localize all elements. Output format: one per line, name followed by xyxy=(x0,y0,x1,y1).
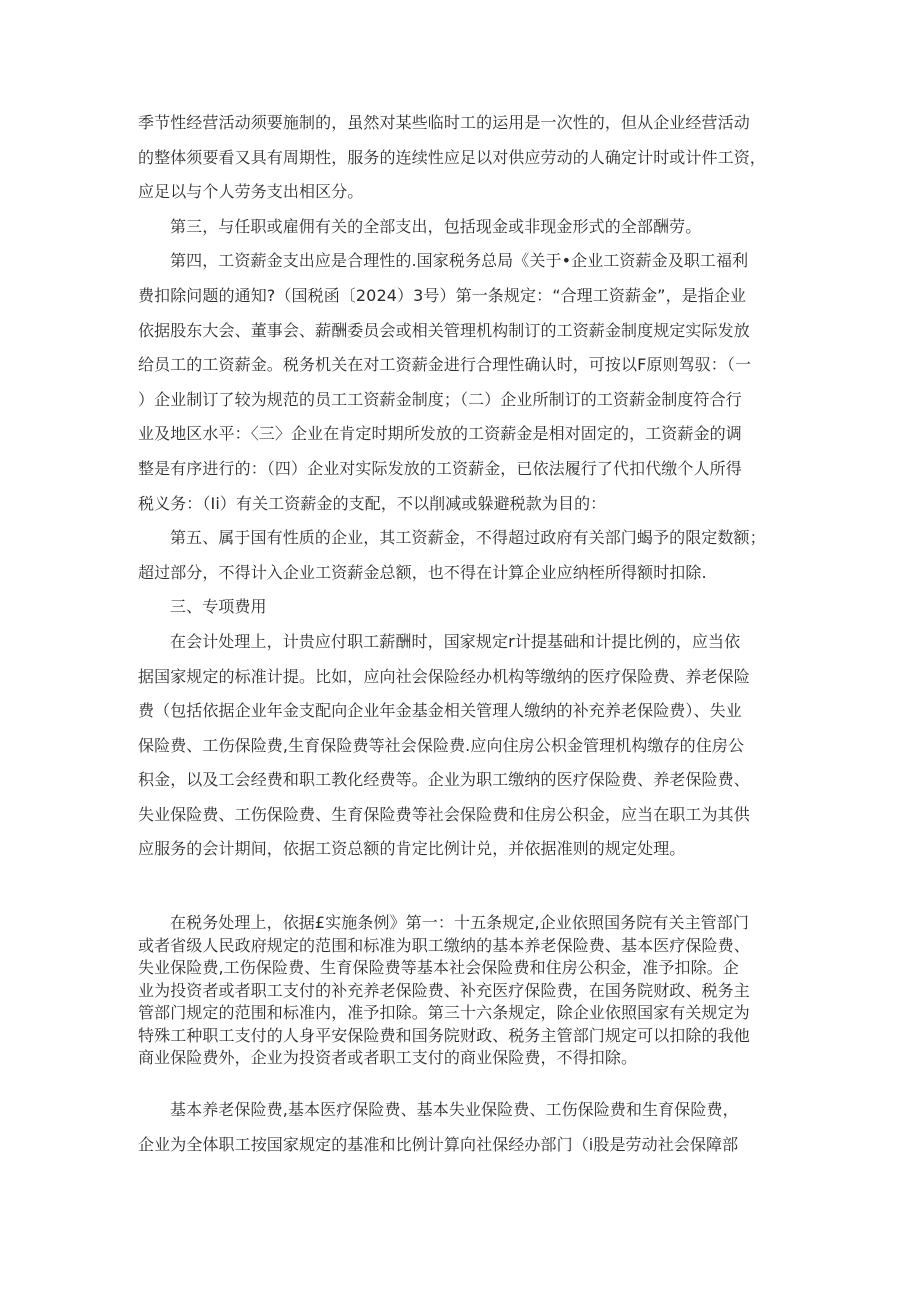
text-line: 积金，以及工会经费和职工教化经费等。企业为职工缴纳的医疗保险费、养老保险费、 xyxy=(138,770,750,790)
text-line: 特殊工种职工支付的人身平安保险费和国务院财政、税务主管部门规定可以扣除的我他 xyxy=(138,1025,750,1045)
text-line: 整是有序进行的：（四）企业对实际发放的工资薪金，已依法履行了代扣代缴个人所得 xyxy=(138,458,742,478)
text-line: 依据股东大会、董事会、薪酬委员会或相关管理机构制订的工资薪金制度规定实际发放 xyxy=(138,320,750,340)
paragraph-continuation xyxy=(138,106,786,210)
paragraph-accounting-treatment xyxy=(138,625,786,867)
text-line: 商业保险费外，企业为投资者或者职工支付的商业保险费，不得扣除。 xyxy=(138,1048,638,1067)
section-heading-special-expenses xyxy=(138,590,786,625)
text-line: 据国家规定的标准计提。比如，应向社会保险经办机构等缴纳的医疗保险费、养老保险 xyxy=(138,666,750,686)
text-line: 应服务的会计期间，依据工资总额的肯定比例计兑，并依据准则的规定处理。 xyxy=(138,839,686,859)
text-line: 基本养老保险费,基本医疗保险费、基本失业保险费、工伤保险费和生育保险费， xyxy=(170,1100,739,1119)
text-line: 保险费、工伤保险费,生育保险费等社会保险费.应向住房公枳金管理机构缴存的住房公 xyxy=(138,735,745,755)
body-text-block-3 xyxy=(138,1093,786,1162)
paragraph-basic-insurance xyxy=(138,1093,786,1162)
text-line: 在税务处理上，依据£实施条例》第一：十五条规定,企业依照国务院有关主管部门 xyxy=(170,913,749,932)
text-line: 业及地区水平：〈三〉企业在肯定时期所发放的工资薪金是相对固定的，工资薪金的调 xyxy=(138,424,742,444)
body-text-block-1 xyxy=(138,106,786,867)
text-line: 费扣除问题的通知?（国税函〔2024）3号）第一条规定：“合理工资薪金”，是指企业 xyxy=(138,285,747,305)
paragraph-fifth xyxy=(138,521,786,590)
text-line: 或者省级人民政府规定的范围和标准为职工缴纳的基本养老保险费、基本医疗保险费、 xyxy=(138,935,750,955)
text-line: 应足以与个人劳务支出相区分。 xyxy=(138,182,364,202)
text-line: 税义务：（Ii）有关工资薪金的支配，不以削减或躲避税款为目的： xyxy=(138,493,607,513)
text-line: 企业为全体职工按国家规定的基准和比例计算向社保经办部门（i股是劳动社会保障部 xyxy=(138,1134,739,1154)
paragraph-tax-treatment xyxy=(138,912,786,1070)
text-line: 失业保险费、工伤保险费、生育保险费等社会保险费和住房公积金，应当在职工为其供 xyxy=(138,804,750,824)
text-line: 管部门规定的范围和标准内，准予扣除。第三十六条规定，除企业依照国家有关规定为 xyxy=(138,1003,750,1022)
text-line: 给员工的工资薪金。税务机关在对工资薪金进行合理性确认时，可按以F原则驾驭：（一 xyxy=(138,355,752,375)
text-line: 第四，工资薪金支出应是合理性的.国家税务总局《关于•企业工资薪金及职工福利 xyxy=(170,251,749,271)
paragraph-third xyxy=(138,210,786,245)
section-heading: 三、专项费用 xyxy=(170,597,267,617)
text-line: 失业保险费,工伤保险费、生育保险费等基本社会保险费和住房公积金，准予扣除。企 xyxy=(138,958,739,977)
text-line: 在会计处理上，计贵应付职工薪酬时，国家规定r计提基础和计提比例的，应当依 xyxy=(170,631,741,651)
text-line: 第三，与任职或雇佣有关的全部支出，包括现金或非现金形式的全部酬劳。 xyxy=(170,216,702,236)
text-line: 第五、属于国有性质的企业，其工资薪金，不得超过政府有关部门蝎予的限定数额； xyxy=(170,528,766,548)
text-line: 费（包括依据企业年金支配向企业年金基金相关管理人缴纳的补充养老保险费）、失业 xyxy=(138,701,742,721)
text-line: 的整体须要看又具有周期性，服务的连续性应足以对供应劳动的人确定计时或计件工资， xyxy=(138,147,766,167)
text-line: ）企业制订了较为规范的员工工资薪金制度；（二）企业所制订的工资薪金制度符合行 xyxy=(138,389,742,409)
text-line: 业为投资者或者职工支付的补充养老保险费、补充医疗保险费，在国务院财政、税务主 xyxy=(138,980,750,1000)
text-line: 超过部分，不得计入企业工资薪金总额，也不得在计算企业应纳桎所得额时扣除. xyxy=(138,562,707,582)
body-text-block-2 xyxy=(138,912,786,1070)
text-line: 季节性经营活动须要施制的，虽然对某些临时工的运用是一次性的，但从企业经营活动 xyxy=(138,113,750,132)
paragraph-fourth xyxy=(138,244,786,521)
